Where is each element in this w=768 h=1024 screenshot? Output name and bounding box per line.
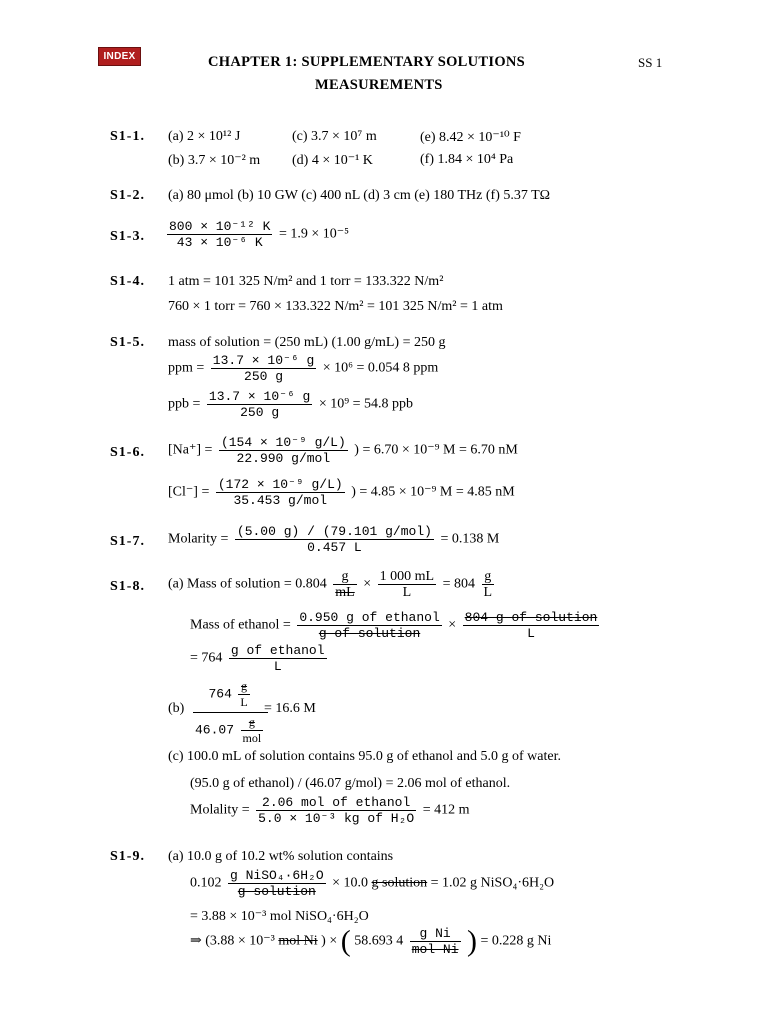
- s1-6-cl-result: ) = 4.85 × 10⁻⁹ M = 4.85 nM: [351, 484, 515, 500]
- s1-1-c: (c) 3.7 × 10⁷ m: [292, 129, 377, 144]
- s1-8-ethanol-fraction-1: $\frac{\text{0.950 g of ethanol}}{\text{g of solution}}$: [299, 610, 440, 641]
- s1-8-ethanol-fraction-2: $\frac{\text{804 g of solution}}{L}$: [464, 610, 598, 641]
- s1-3-fraction: $\frac{\text{800 × 10⁻¹² K}}{\text{43 × 10⁻⁶ K}}$: [169, 219, 271, 250]
- s1-8-molality-result: = 412 m: [422, 802, 470, 818]
- label-s1-6: S1-6.: [110, 445, 145, 460]
- s1-6-na-label: [Na⁺] =: [168, 442, 213, 458]
- s1-9-result: = 1.02 g NiSO₄·6H₂O: [430, 875, 555, 891]
- label-s1-2: S1-2.: [110, 188, 145, 203]
- s1-6-na-result: ) = 6.70 × 10⁻⁹ M = 6.70 nM: [354, 442, 518, 458]
- s1-9-ni-fraction: $\frac{\text{g Ni}}{\text{mol Ni}}$: [411, 926, 459, 957]
- s1-7-fraction: $\frac{\text{(5.00 g) / (79.101 g/mol)}}{0.457 L}$: [236, 524, 432, 555]
- s1-6-cl-label: [Cl⁻] =: [168, 484, 210, 500]
- s1-8-molality-label: Molality =: [190, 802, 250, 818]
- s1-1-f: (f) 1.84 × 10⁴ Pa: [420, 152, 514, 167]
- s1-3-result: = 1.9 × 10⁻⁵: [278, 226, 350, 242]
- s1-9-mol-ni-cancelled: mol Ni: [278, 933, 318, 949]
- s1-8-ethanol-fraction-3: $\frac{\text{g of ethanol}}{L}$: [230, 643, 325, 674]
- s1-8-ethanol-label: Mass of ethanol =: [190, 617, 291, 633]
- page-number: SS 1: [638, 55, 663, 70]
- s1-5-ppm-result: × 10⁶ = 0.054 8 ppm: [322, 360, 439, 376]
- s1-8-a-equals: = 804: [442, 576, 475, 592]
- s1-5-mass-of-solution: mass of solution = (250 mL) (1.00 g/mL) = 250 g: [168, 335, 446, 350]
- s1-8-a-fraction-3: $\frac{g}{L}$: [483, 569, 493, 600]
- s1-6-na-fraction: $\frac{\text{(154 × 10⁻⁹ g/L)}}{\text{22.990 g/mol}}$: [220, 435, 346, 466]
- s1-8-molality-fraction: $\frac{\text{2.06 mol of ethanol}}{\text{5.0 × 10⁻³ kg of H₂O}}$: [258, 795, 415, 826]
- s1-8-a-label: (a) Mass of solution = 0.804: [168, 576, 327, 592]
- s1-9-solution-cancelled: g solution: [371, 875, 428, 891]
- s1-4-line2: 760 × 1 torr = 760 × 133.322 N/m² = 101 325 N/m² = 1 atm: [168, 299, 503, 314]
- s1-1-b: (b) 3.7 × 10⁻² m: [168, 153, 261, 168]
- s1-5-ppm-label: ppm =: [168, 360, 205, 376]
- label-s1-9: S1-9.: [110, 849, 145, 864]
- s1-8-c-line2: (95.0 g of ethanol) / (46.07 g/mol) = 2.06 mol of ethanol.: [190, 776, 511, 791]
- label-s1-3: S1-3.: [110, 229, 145, 244]
- label-s1-5: S1-5.: [110, 335, 145, 350]
- s1-5-ppm-fraction: $\frac{\text{13.7 × 10⁻⁶ g}}{250 g}$: [212, 353, 315, 384]
- s1-5-ppb-result: × 10⁹ = 54.8 ppb: [318, 396, 414, 412]
- s1-9-multiplier: × 10.0: [332, 875, 369, 891]
- index-button[interactable]: INDEX: [98, 47, 141, 66]
- label-s1-7: S1-7.: [110, 534, 145, 549]
- s1-7-molarity-label: Molarity =: [168, 531, 229, 547]
- s1-9-times: ) ×: [321, 933, 338, 949]
- s1-5-ppb-fraction: $\frac{\text{13.7 × 10⁻⁶ g}}{250 g}$: [208, 389, 311, 420]
- s1-9-moles: = 3.88 × 10⁻³ mol NiSO₄·6H₂O: [190, 909, 369, 924]
- s1-8-a-fraction-2: $\frac{1 000 mL}{L}$: [379, 569, 435, 600]
- s1-1-a: (a) 2 × 10¹² J: [168, 129, 241, 144]
- s1-1-e: (e) 8.42 × 10⁻¹⁰ F: [420, 130, 521, 145]
- s1-9-moles-ni: ⇒ (3.88 × 10⁻³: [190, 933, 275, 949]
- s1-8-b-result: = 16.6 M: [264, 701, 316, 716]
- s1-8-b-label: (b): [168, 701, 185, 716]
- s1-9-final-result: = 0.228 g Ni: [480, 933, 552, 949]
- s1-5-ppb-label: ppb =: [168, 396, 201, 412]
- label-s1-8: S1-8.: [110, 579, 145, 594]
- s1-8-b-compound-fraction: 764 $\frac{g}{L}$ 46.07 $\frac{g}{\text{mol}}$: [193, 679, 268, 746]
- s1-8-c-line1: (c) 100.0 mL of solution contains 95.0 g of ethanol and 5.0 g of water.: [168, 749, 561, 764]
- s1-7-result: = 0.138 M: [440, 531, 500, 547]
- s1-9-line1: (a) 10.0 g of 10.2 wt% solution contains: [168, 849, 394, 864]
- s1-4-line1: 1 atm = 101 325 N/m² and 1 torr = 133.322 N/m²: [168, 274, 444, 289]
- s1-8-a-fraction-1: $\frac{g}{mL}$: [335, 569, 355, 600]
- label-s1-4: S1-4.: [110, 274, 145, 289]
- page-subtitle: MEASUREMENTS: [315, 77, 443, 93]
- s1-9-fraction: $\frac{\text{g NiSO₄·6H₂O}}{\text{g solution}}$: [230, 868, 324, 899]
- s1-6-cl-fraction: $\frac{\text{(172 × 10⁻⁹ g/L)}}{\text{35.453 g/mol}}$: [217, 477, 343, 508]
- s1-1-d: (d) 4 × 10⁻¹ K: [292, 153, 373, 168]
- chapter-title: CHAPTER 1: SUPPLEMENTARY SOLUTIONS: [208, 54, 526, 70]
- label-s1-1: S1-1.: [110, 129, 145, 144]
- s1-9-atomic-mass: 58.693 4: [354, 933, 404, 949]
- s1-9-coefficient: 0.102: [190, 875, 222, 891]
- s1-8-ethanol-equals: = 764: [190, 650, 223, 666]
- s1-2-answers: (a) 80 μmol (b) 10 GW (c) 400 nL (d) 3 cm (e) 180 THz (f) 5.37 TΩ: [168, 188, 551, 203]
